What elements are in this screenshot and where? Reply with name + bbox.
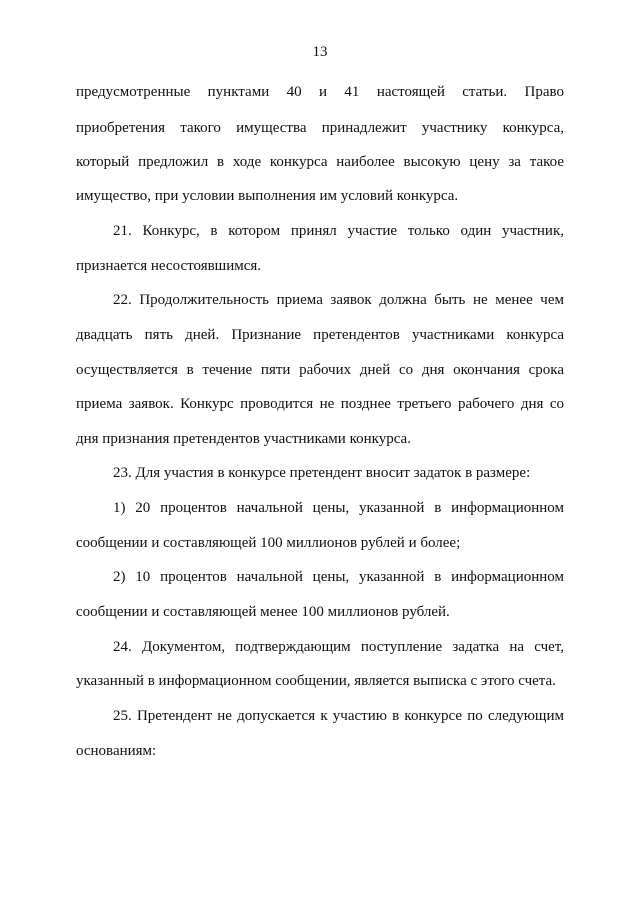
text-line: дня признания претендентов участниками конкурса. <box>76 431 411 447</box>
text-line: двадцать пять дней. Признание претендентов участниками конкурса <box>76 327 564 343</box>
text-line: осуществляется в течение пяти рабочих дней со дня окончания срока <box>76 362 564 378</box>
text-line: имущество, при условии выполнения им условий конкурса. <box>76 188 459 204</box>
paragraph-22-line: 22. Продолжительность приема заявок должна быть не менее чем <box>113 292 564 308</box>
text-line: основаниям: <box>76 743 157 759</box>
text-line: признается несостоявшимся. <box>76 258 262 274</box>
list-item-1-line: 1) 20 процентов начальной цены, указанной в информационном <box>113 500 564 516</box>
text-line: приема заявок. Конкурс проводится не позднее третьего рабочего дня со <box>76 396 564 412</box>
text-line: который предложил в ходе конкурса наиболее высокую цену за такое <box>76 154 564 170</box>
paragraph-25-line: 25. Претендент не допускается к участию в конкурсе по следующим <box>113 708 564 724</box>
text-line: сообщении и составляющей 100 миллионов рублей и более; <box>76 535 461 551</box>
text-line: указанный в информационном сообщении, является выписка с этого счета. <box>76 673 556 689</box>
paragraph-21-line: 21. Конкурс, в котором принял участие только один участник, <box>113 223 564 239</box>
text-line: предусмотренные пунктами 40 и 41 настоящей статьи. Право <box>76 84 564 100</box>
list-item-2-line: 2) 10 процентов начальной цены, указанной в информационном <box>113 569 564 585</box>
paragraph-23-line: 23. Для участия в конкурсе претендент вносит задаток в размере: <box>113 465 531 481</box>
paragraph-24-line: 24. Документом, подтверждающим поступление задатка на счет, <box>113 639 564 655</box>
page-number: 13 <box>312 44 328 60</box>
text-line: сообщении и составляющей менее 100 миллионов рублей. <box>76 604 450 620</box>
text-line: приобретения такого имущества принадлежит участнику конкурса, <box>76 120 564 136</box>
